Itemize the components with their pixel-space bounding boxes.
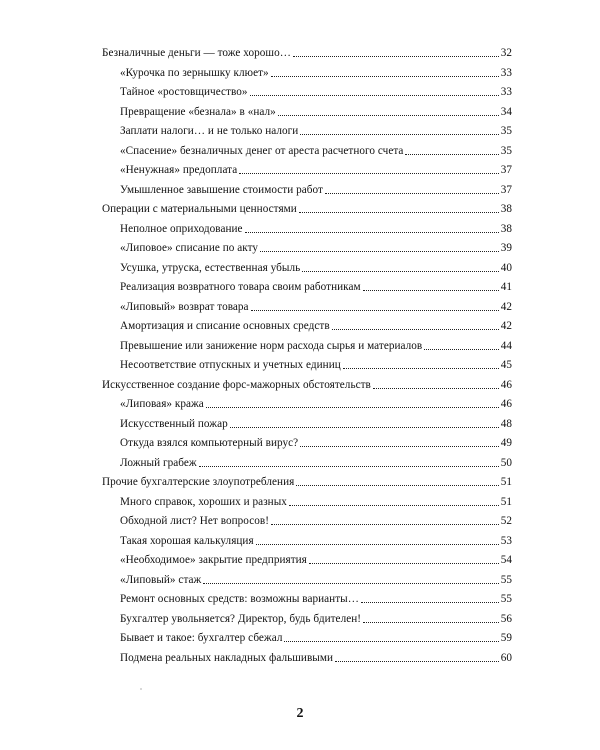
dot-leader bbox=[363, 290, 499, 291]
toc-subsection bbox=[120, 551, 512, 567]
toc-entry-title: Несоответствие отпускных и учетных единиц bbox=[120, 359, 341, 371]
dot-leader bbox=[293, 56, 499, 57]
dot-leader bbox=[302, 271, 498, 272]
toc-subsection bbox=[120, 571, 512, 587]
toc-entry-page: 33 bbox=[500, 86, 512, 98]
toc-entry-page: 46 bbox=[500, 398, 512, 410]
toc-entry-title: Превышение или занижение норм расхода сырья и материалов bbox=[120, 339, 423, 352]
toc-entry-page: 40 bbox=[500, 261, 512, 274]
toc-entry-title: Ремонт основных средств: возможны варианты… bbox=[120, 593, 359, 605]
toc-subsection bbox=[120, 239, 512, 255]
toc-subsection bbox=[120, 337, 512, 353]
dot-leader bbox=[203, 583, 498, 584]
toc-subsection bbox=[120, 122, 512, 138]
toc-subsection bbox=[120, 83, 512, 99]
toc-entry-title: Откуда взялся компьютерный вирус? bbox=[120, 437, 299, 449]
toc-entry-title: Подмена реальных накладных фальшивыми bbox=[120, 651, 334, 664]
dot-leader bbox=[296, 485, 498, 486]
toc-entry-page: 52 bbox=[500, 515, 512, 527]
dot-leader bbox=[325, 193, 499, 194]
toc-subsection bbox=[120, 493, 512, 509]
toc-entry-page: 54 bbox=[500, 554, 512, 566]
dot-leader bbox=[300, 134, 498, 135]
toc-entry-page: 59 bbox=[500, 632, 512, 644]
toc-subsection bbox=[120, 512, 512, 528]
toc-entry-page: 38 bbox=[500, 222, 512, 235]
toc-entry-title: Много справок, хороших и разных bbox=[120, 495, 287, 508]
toc-entry-title: Амортизация и списание основных средств bbox=[120, 320, 330, 332]
dot-leader bbox=[299, 212, 499, 213]
toc-entry-title: Ложный грабеж bbox=[120, 456, 197, 469]
toc-entry-title: Заплати налоги… и не только налоги bbox=[120, 125, 299, 137]
toc-entry-title: «Ненужная» предоплата bbox=[120, 164, 238, 176]
toc-entry-page: 39 bbox=[500, 242, 512, 254]
toc-entry-page: 51 bbox=[500, 495, 512, 508]
toc-entry-title: Тайное «ростовщичество» bbox=[120, 86, 248, 98]
toc-entry-title: Безналичные деньги — тоже хорошо… bbox=[102, 47, 291, 59]
toc-entry-page: 53 bbox=[500, 534, 512, 547]
toc-entry-page: 34 bbox=[500, 105, 512, 118]
toc-entry-page: 55 bbox=[500, 593, 512, 605]
dot-leader bbox=[424, 349, 498, 350]
toc-subsection bbox=[120, 317, 512, 333]
page-number: 2 bbox=[296, 706, 304, 721]
toc-entry-page: 33 bbox=[500, 66, 512, 79]
toc-entry-page: 35 bbox=[500, 125, 512, 137]
toc-entry-title: Бухгалтер увольняется? Директор, будь бдителен! bbox=[120, 612, 362, 625]
toc-entry-title: «Липовая» кража bbox=[120, 398, 204, 410]
dot-leader bbox=[373, 388, 499, 389]
toc-subsection bbox=[120, 259, 512, 275]
toc-entry-title: Обходной лист? Нет вопросов! bbox=[120, 515, 269, 527]
dot-leader bbox=[405, 154, 498, 155]
toc-entry-page: 45 bbox=[500, 359, 512, 371]
scan-speck bbox=[140, 688, 142, 690]
toc-subsection bbox=[120, 454, 512, 470]
toc-entry-page: 41 bbox=[500, 281, 512, 293]
toc-entry-page: 60 bbox=[500, 651, 512, 664]
dot-leader bbox=[230, 427, 499, 428]
toc-entry-page: 50 bbox=[500, 456, 512, 469]
toc-subsection bbox=[120, 629, 512, 645]
toc-subsection bbox=[120, 395, 512, 411]
toc-entry-title: «Необходимое» закрытие предприятия bbox=[120, 554, 307, 566]
dot-leader bbox=[335, 661, 499, 662]
toc-section bbox=[102, 200, 512, 216]
toc-entry-page: 35 bbox=[500, 144, 512, 157]
dot-leader bbox=[278, 115, 499, 116]
toc-entry-page: 51 bbox=[500, 476, 512, 488]
dot-leader bbox=[206, 407, 499, 408]
toc-entry-title: Такая хорошая калькуляция bbox=[120, 534, 254, 547]
toc-subsection bbox=[120, 415, 512, 431]
toc-entry-page: 44 bbox=[500, 339, 512, 352]
dot-leader bbox=[284, 641, 498, 642]
toc-entry-title: «Липовый» стаж bbox=[120, 573, 202, 586]
toc-entry-page: 49 bbox=[500, 437, 512, 449]
toc-section bbox=[102, 473, 512, 489]
toc-entry-title: Превращение «безнала» в «нал» bbox=[120, 105, 276, 118]
toc-entry-page: 42 bbox=[500, 300, 512, 313]
toc-section bbox=[102, 376, 512, 392]
toc-subsection bbox=[120, 610, 512, 626]
toc-entry-page: 38 bbox=[500, 203, 512, 215]
toc-entry-title: «Липовый» возврат товара bbox=[120, 300, 249, 313]
toc-entry-title: «Курочка по зернышку клюет» bbox=[120, 66, 269, 79]
dot-leader bbox=[309, 563, 499, 564]
toc-subsection bbox=[120, 181, 512, 197]
toc-subsection bbox=[120, 64, 512, 80]
toc-entry-page: 55 bbox=[500, 573, 512, 586]
toc-section bbox=[102, 44, 512, 60]
dot-leader bbox=[300, 446, 499, 447]
toc-entry-page: 46 bbox=[500, 378, 512, 391]
toc-subsection bbox=[120, 356, 512, 372]
dot-leader bbox=[256, 544, 499, 545]
dot-leader bbox=[271, 524, 499, 525]
toc-entry-page: 37 bbox=[500, 164, 512, 176]
toc-entry-page: 56 bbox=[500, 612, 512, 625]
dot-leader bbox=[361, 602, 499, 603]
dot-leader bbox=[250, 95, 499, 96]
dot-leader bbox=[199, 466, 499, 467]
toc-subsection bbox=[120, 220, 512, 236]
toc-entry-title: Реализация возвратного товара своим работникам bbox=[120, 281, 361, 293]
toc-entry-title: Прочие бухгалтерские злоупотребления bbox=[102, 476, 295, 488]
dot-leader bbox=[363, 622, 499, 623]
toc-entry-title: Искусственный пожар bbox=[120, 417, 228, 430]
dot-leader bbox=[332, 329, 499, 330]
toc-entry-title: Умышленное завышение стоимости работ bbox=[120, 183, 323, 196]
toc-subsection bbox=[120, 298, 512, 314]
dot-leader bbox=[289, 505, 499, 506]
toc-entry-page: 42 bbox=[500, 320, 512, 332]
toc-entry-title: «Спасение» безналичных денег от ареста расчетного счета bbox=[120, 144, 404, 157]
dot-leader bbox=[245, 232, 499, 233]
dot-leader bbox=[343, 368, 499, 369]
toc-subsection bbox=[120, 532, 512, 548]
toc-entry-page: 32 bbox=[500, 47, 512, 59]
dot-leader bbox=[239, 173, 498, 174]
toc-subsection bbox=[120, 434, 512, 450]
toc-entry-title: Искусственное создание форс-мажорных обстоятельств bbox=[102, 378, 371, 391]
dot-leader bbox=[251, 310, 499, 311]
toc-subsection bbox=[120, 161, 512, 177]
toc-entry-page: 37 bbox=[500, 183, 512, 196]
dot-leader bbox=[271, 76, 499, 77]
dot-leader bbox=[260, 251, 499, 252]
toc-subsection bbox=[120, 590, 512, 606]
toc-entry-title: Операции с материальными ценностями bbox=[102, 203, 297, 215]
toc-subsection bbox=[120, 278, 512, 294]
toc-entry-title: «Липовое» списание по акту bbox=[120, 242, 259, 254]
toc-entry-title: Усушка, утруска, естественная убыль bbox=[120, 261, 301, 274]
toc-subsection bbox=[120, 103, 512, 119]
toc-entry-title: Бывает и такое: бухгалтер сбежал bbox=[120, 632, 283, 644]
toc-entry-page: 48 bbox=[500, 417, 512, 430]
toc-subsection bbox=[120, 142, 512, 158]
toc-entry-title: Неполное оприходование bbox=[120, 222, 243, 235]
toc-subsection bbox=[120, 649, 512, 665]
